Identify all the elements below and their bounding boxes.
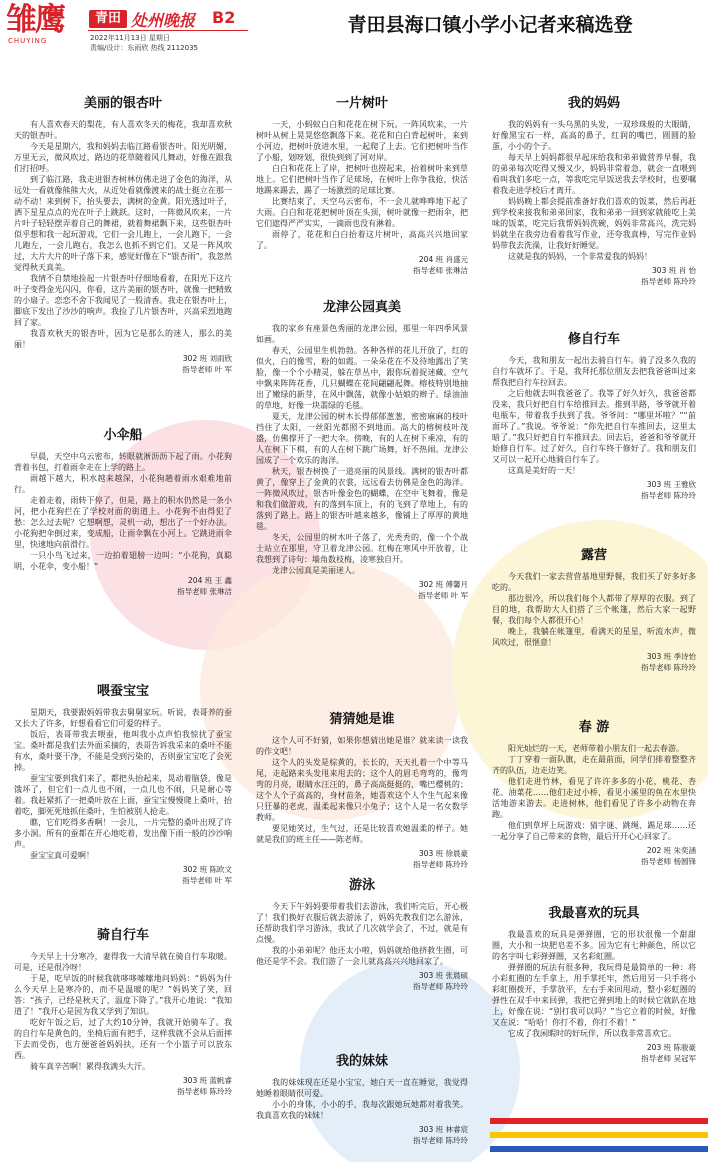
article-paragraph: 我的家乡有座景色秀丽的龙津公园，那里一年四季风景如画。 [256,324,468,344]
article-paragraph: 我的妹妹现在还是小宝宝，她白天一直在睡觉，我觉得她睡着眼睛很可爱。 [256,1078,468,1098]
author-byline: 303 班 张晨硕 [418,971,468,980]
teacher-byline: 指导老师 张琳洁 [177,587,232,596]
article-paragraph: 每天早上妈妈都很早起床给我和弟弟做营养早餐，我的弟弟每次吃得又慢又少，妈妈非常着急，就会一直喂到看叫我们多吃一点，等我吃完早饭送我去学校时，也要嘱着我走进学校后才离开。 [492,153,696,195]
teacher-byline: 指导老师 叶 军 [182,876,232,885]
teacher-byline: 指导老师 陈玲玲 [641,491,696,500]
article-title: 一片树叶 [335,96,388,111]
article-paragraph: 今天，我和朋友一起出去骑自行车。骑了没多久我的自行车就坏了。于是，我拜托那位朋友去把我爸爸叫过来帮我把自行车拉回去。 [492,356,696,387]
article-paragraph: 我的妈妈有一头乌黑的头发，一双珍珠般的大眼睛，好像黑宝石一样，高高的鼻子，红润的嘴巴，圆圆的脸蛋，小小的个子。 [492,120,696,151]
article-title: 喂蚕宝宝 [96,684,149,699]
article-paragraph: 雨越下越大，积水越来越深，小花狗趟着雨水艰难地前行。 [14,474,232,494]
issue-date: 2022年11月13日 星期日 [90,34,170,42]
decor-bar-yellow [490,1132,708,1138]
article-paragraph: 这个人的头发是棕黄的，长长的，天天扎着一个中等马尾，走起路来头发甩来甩去的；这个人的眉毛弯弯的，像弯弯的月亮，眼睛水汪汪的，鼻子高高挺挺的，嘴巴樱桃的；这个人个子高高的，身材苗条，她喜欢这个人个生气起来像只狂暴的老虎，温柔起来像只小兔子；这个人是一名女数学教师。 [256,758,468,822]
page-headline: 青田县海口镇小学小记者来稿选登 [347,14,633,36]
article-paragraph: 冬天，公园里的树木叶子落了，光秃秃的，像一个个战士站立在那里，守卫着龙津公园。红梅在寒风中开放着，让我想到了诗句：墙角数枝梅，凌寒独自开。 [256,533,468,564]
article-bike-1 [14,928,232,1097]
article-paragraph: 白白和花花上了岸，把树叶也捞起来，抬着树叶来到草地上。它们把树叶当作了足球场，在树叶上你争我抢，快活地踢来踢去，踢了一场激烈的足球比赛。 [256,164,468,195]
article-title: 骑自行车 [96,928,149,943]
article-camping [492,548,696,673]
article-title: 春 游 [578,720,610,735]
decor-bar-blue [490,1146,708,1152]
article-paragraph: 要见她笑过，生气过，还是比较喜欢她温柔的样子。她就是我们的班主任——陈老师。 [256,824,468,844]
article-title: 我的妈妈 [567,96,620,111]
teacher-byline: 指导老师 吴冠军 [641,1054,696,1063]
article-paragraph: 夏天，龙津公园的树木长得郁郁葱葱，密密麻麻的枝叶挡住了太阳，一丝阳光都照不到地面。高大的榕树枝叶茂盛，仿佛撑开了一把大伞。傍晚，有的人在树下乘凉，有的人在树下下棋，有的人在树下跳广场舞，好不热闹。龙津公园成了一个欢乐的海洋。 [256,412,468,465]
article-paragraph: 今天我们一家去营营基地里野餐，我们买了好多好多吃的。 [492,572,696,592]
author-byline: 204 班 王 鑫 [188,576,232,585]
article-title: 小伞船 [103,428,143,443]
teacher-byline: 指导老师 陈玲玲 [177,1087,232,1096]
author-byline: 303 班 肖 怡 [652,266,696,275]
teacher-byline: 指导老师 张琳洁 [413,266,468,275]
article-title: 我最喜欢的玩具 [548,906,640,921]
article-paper-boat [14,428,232,597]
article-paragraph: 他们到草坪上玩游戏：猜字谜、跳绳、踢足球……还一起分享了自己带来的食物，最后开开心心回家了。 [492,821,696,841]
teacher-byline: 指导老师 陈玲玲 [413,982,468,991]
article-title: 露营 [580,548,607,563]
article-paragraph: 骑车真辛苦啊！累得我满头大汗。 [30,1062,150,1071]
article-title: 猜猜她是谁 [329,712,395,727]
article-paragraph: 我情不自禁地捡起一片银杏叶仔细地看着，在阳光下这片叶子变得金光闪闪，你看，这片美丽的银杏叶，就像一把精致的小扇子。恋恋不舍下我闻见了一股清香。我走在银杏叶上，脚底下发出了沙沙的响声。我捡了几片银杏叶，兴高采烈地跑回了家。 [14,274,232,327]
teacher-byline: 指导老师 叶 军 [182,365,232,374]
teacher-byline: 指导老师 陈玲玲 [413,860,468,869]
article-paragraph: 一天，小蚂蚁白白和花花在树下玩。一阵风吹来，一片树叶从树上晃晃悠悠飘落下来。花花和白白背起树叶，来到小河边，把树叶放进水里，一起爬了上去。它们把树叶当作了小船，划呀划，很快到到了河对岸。 [256,120,468,162]
article-paragraph: 蚕宝宝要到我们来了，都把头抬起来，晃动着脑袋，像是饿坏了，但它们一点儿也不闹，一点儿也不闹，只是耐心等着。我赶紧抓了一把桑叶放在上面，蚕宝宝慢慢爬上桑叶，抬着吃，脚死死地抓住桑叶，生怕被别人抢走。 [14,774,232,816]
article-paragraph: 于是，吃早饭的时候我就哆哆嗦嗦地问妈妈：“妈妈为什么今天早上是寒冷的，而不是温暖的呢？”妈妈笑了笑，回答：“孩子，已经是秋天了，温度下降了。”我开心地说：“我知道了！”我开心是因为我又学到了知识。 [14,974,232,1016]
paper-name: 处州晚报 [131,11,196,30]
author-byline: 202 班 朱奕涵 [646,846,696,855]
article-paragraph: 蚕宝宝真可爱啊！ [30,851,94,860]
article-paragraph: 今天是星期六，我和妈妈去临江路看银杏叶。阳光明媚，万里无云，微风吹过，路边的花草随着风儿舞动，好像在跟我们打招呼。 [14,142,232,173]
article-my-sister [256,1054,468,1146]
article-title: 修自行车 [567,332,620,347]
region-badge: 青田 [89,10,127,28]
editor-credit: 责编/设计：东雨欣 热线 2112035 [90,44,198,52]
article-paragraph: 阳光灿烂的一天，老师带着小朋友们一起去春游。 [508,744,684,753]
teacher-byline: 指导老师 叶 军 [418,591,468,600]
article-paragraph: 这个人可不好猜，如果你想猜出她是谁？就来读一读我的作文吧！ [256,736,468,756]
article-paragraph: 它成了我闲暇时的好玩伴，所以我非常喜欢它。 [508,1029,676,1038]
article-paragraph: 有人喜欢春天的梨花，有人喜欢冬天的梅花，我却喜欢秋天的银杏叶。 [14,120,232,140]
article-paragraph: 之后他就去叫我爸爸了。我等了好久好久，我爸爸都没来，我只好把自行车给推回去。推到半路，爷爷就开着电瓶车，带着我手扶到了我。爷爷问：“哪里坏啦？”“前面坏了。”我说。爷爷说：“你先把自行车推回去，这里太暗了。”我只好把自行车推回去。回去后，爸爸和爷爷就开始修自行车。过了好久，自行车终于修好了。我和朋友们又可以一起开心地骑自行车了。 [492,389,696,464]
article-paragraph: 晚上，我躺在帐篷里，看满天的星星，听流水声，微风吹过，很惬意！ [492,627,696,647]
author-byline: 303 班 蓝帆睿 [182,1076,232,1085]
article-paragraph: 那边很冷，所以我们每个人都带了厚厚的衣服。到了目的地，我帮助大人们搭了三个帐篷，然后大家一起野餐，我们每个人都很开心！ [492,594,696,625]
article-paragraph: 小小的身体，小小的手，我每次跟她玩她都对着我笑。我真喜欢我的妹妹！ [256,1100,468,1120]
author-byline: 303 班 徐晨豪 [418,849,468,858]
author-byline: 302 班 傅馨月 [418,580,468,589]
article-paragraph: 弹弹圈的玩法有很多种，我玩得是最简单的一种：将小彩虹圈的左手拿上，用手掌托牢，然后用另一只手将小彩虹圈拨开，手掌放平，左右手来回甩动，整小彩虹圈的弹性在双手中来回弹，我把它弹到地上的时候它就趴在地上，好像在说：“别打我可以吗？”当它立着的时候，好像又在说：“哈哈！你打不着，你打不着！” [492,963,696,1027]
article-paragraph: 今天下午妈妈要带着我们去游泳，我们听完后，开心极了！我们换好衣服后就去游泳了，妈妈先教我们怎么游泳，还帮助我们学习游泳，我试了几次就学会了，不过，就是有点慢。 [256,902,468,944]
article-paragraph: 春天，公园里生机勃勃。各种各样的花儿开放了，红的似火，白的像雪，粉的如霞。一朵朵花在不及待地露出了笑脸，像一个个小精灵，躲在草丛中，跟你玩着捉迷藏。空气中飘来阵阵花香，几只蝴蝶在花间翩翩起舞。榕枝特别地抽出了嫩绿的新芽，在风中飘荡，就像小姑娘的辫子。绿油油的草地，好像一块翡绿的毛毯。 [256,346,468,410]
column-logo-pinyin: CHUYING [8,37,48,45]
article-paragraph: 这真是美好的一天！ [508,466,580,475]
article-my-mom [492,96,696,287]
article-paragraph: 早晨，天空中乌云密布，转眼就淅沥沥下起了雨。小花狗背着书包，打着雨伞走在上学的路上。 [14,452,232,472]
article-swimming [256,878,468,992]
article-longjin-park [256,300,468,601]
article-guess-who [256,712,468,870]
teacher-byline: 指导老师 陈玲玲 [413,1136,468,1145]
article-paragraph: 我的小弟弟呢？他还太小啦，妈妈就给他挤救生圈，可他还是学不会。我们游了一会儿就高高兴兴地回家了。 [256,946,468,966]
article-paragraph: 走着走着，雨转下停了，但是，路上的积水仍然是一条小河，把小花狗拦在了学校对面的街道上。小花狗不由得犯了愁：怎么过去呢？它想啊想，灵机一动，想出了一个好办法。小花狗把伞倒过来，变成船，让雨伞飘在小河上。它跳进雨伞里，快速地向前滑行。 [14,496,232,549]
teacher-byline: 指导老师 陈玲玲 [641,663,696,672]
author-byline: 303 班 林睿宸 [418,1125,468,1134]
article-paragraph: 我喜欢秋天的银杏叶，因为它是那么的迷人，那么的美丽！ [14,329,232,349]
article-title: 我的妹妹 [335,1054,388,1069]
article-paragraph: 秋天，银杏树换了一道亮丽的风景线。满树的银杏叶都黄了，像穿上了金黄的衣裳，远远看去仿佛是金色的海洋。一阵微风吹过，银杏叶像金色的蝴蝶，在空中飞舞着，像是和我们做游戏，有的落到车顶上，有的飞到了草地上，有的落到了路上。路上的银杏叶越来越多，像铺上了厚厚的黄地毯。 [256,467,468,531]
article-paragraph: 一只小鸟飞过来，一边拍着翅膀一边叫：“小花狗，真聪明，小花伞，变小船！” [14,551,232,571]
article-paragraph: 雨停了，花花和白白抬着这片树叶，高高兴兴地回家了。 [256,230,468,250]
author-byline: 203 班 陈骏豪 [646,1043,696,1052]
author-byline: 204 班 肖盛元 [418,255,468,264]
article-paragraph: 丁丁穿着一面队旗，走在最前面，同学们排着整整齐齐的队伍，边走边笑。 [492,755,696,775]
header-rule [88,30,248,31]
author-byline: 302 班 陈欧文 [182,865,232,874]
article-paragraph: 龙津公园真是美丽迷人。 [272,566,360,575]
article-favorite-toy [492,906,696,1064]
article-paragraph: 吃好午饭之后，过了大约10分钟，我就开始骑车了。我的自行车是黄色的，坐椅后面有把手，这样我就不会从后面摔下去而受伤，也方便爸爸妈妈扶，还有一个小篮子可以放东西。 [14,1018,232,1060]
author-byline: 303 班 王雅欣 [646,480,696,489]
article-silkworm [14,684,232,886]
author-byline: 302 班 刘雨欣 [182,354,232,363]
article-spring-outing [492,720,696,867]
column-logo: 雏鹰 [6,2,64,38]
masthead [0,0,708,52]
article-fix-bike [492,332,696,501]
decor-bar-red [490,1118,708,1124]
article-ginkgo [14,96,232,375]
article-paragraph: 星期天，我要跟妈妈带我去舅舅家玩。听说，表哥养的蚕又长大了许多，好想看看它们可爱的样子。 [14,708,232,728]
article-paragraph: 饭后，表哥带我去喂蚕，他叫我小点声怕我惊扰了蚕宝宝。桑叶都是我们去外面采摘的，表哥告诉我采来的桑叶不能有水，桑叶要干净，不能是受到污染的，否则蚕宝宝吃了会死掉。 [14,730,232,772]
article-title: 龙津公园真美 [322,300,401,315]
page-number: B2 [212,8,236,27]
article-paragraph: 瞧，它们吃得多香啊！一会儿，一片完整的桑叶出现了许多小洞。所有的蚕都在开心地吃着，发出像下雨一般的沙沙响声。 [14,818,232,849]
article-paragraph: 他们走进竹林，看见了许许多多的小花，桃花、杏花、油菜花……他们走过小桥，看见小溪里的鱼在水里快活地游来游去。走进树林，他们看见了许多小动物在奔跑。 [492,777,696,819]
article-leaves [256,96,468,276]
author-byline: 303 班 季诗怡 [646,652,696,661]
teacher-byline: 指导老师 杨圆锋 [641,857,696,866]
article-paragraph: 这就是我的妈妈，一个非常爱我的妈妈！ [508,252,652,261]
article-paragraph: 今天早上十分寒冷，妻得我一大清早就在骑自行车取暖。可是，还是很冷呀！ [14,952,232,972]
article-paragraph: 到了临江路，我走进银杏树林仿佛走进了金色的海洋，从远处一看就像熊熊大火，从近处看就像渡来的战士挺立在那一动不动！来到树下，抬头要去，满树的金黄。阳光透过叶子，洒下星星点点的光在叶子上跳跃。这时，一阵微风吹来，一片片叶子轻轻摆弄着自己的舞裙，就着舞裙飘下来，这些银杏叶似乎想和我一起玩游戏，它们一会儿跑上，一会儿跑下，一会儿跑左，一会儿跑右，我怎么也抓不到它们。又是一阵风吹过，大片大片的叶子落下来，感觉好像在下“银杏雨”，我忽然觉得秋天真美。 [14,175,232,272]
article-paragraph: 我最喜欢的玩具是弹弹圈，它的形状很像一个甜甜圈，大小和一块肥皂差不多。因为它有七种颜色，所以它的名字叫七彩弹弹圈，又名彩虹圈。 [492,930,696,961]
article-title: 美丽的银杏叶 [83,96,162,111]
article-paragraph: 妈妈晚上都会提前准备好我们喜欢的饭菜，然后再赶到学校来接我和弟弟回家，我和弟弟一回到家就能吃上美味的饭菜，吃完后我帮妈妈洗碗，妈妈非常高兴，洗完妈妈就坐在我旁边看着我写作业，还夸我真棒，写完作业妈妈带我去洗澡，让我好好睡觉。 [492,197,696,250]
teacher-byline: 指导老师 陈玲玲 [641,277,696,286]
article-title: 游泳 [348,878,375,893]
article-paragraph: 比赛结束了，天空乌云密布，不一会儿就哗哗地下起了大雨。白白和花花把树叶顶在头顶，树叶就像一把雨伞，把它们遮得严严实实，一滴雨也没有淋着。 [256,197,468,228]
